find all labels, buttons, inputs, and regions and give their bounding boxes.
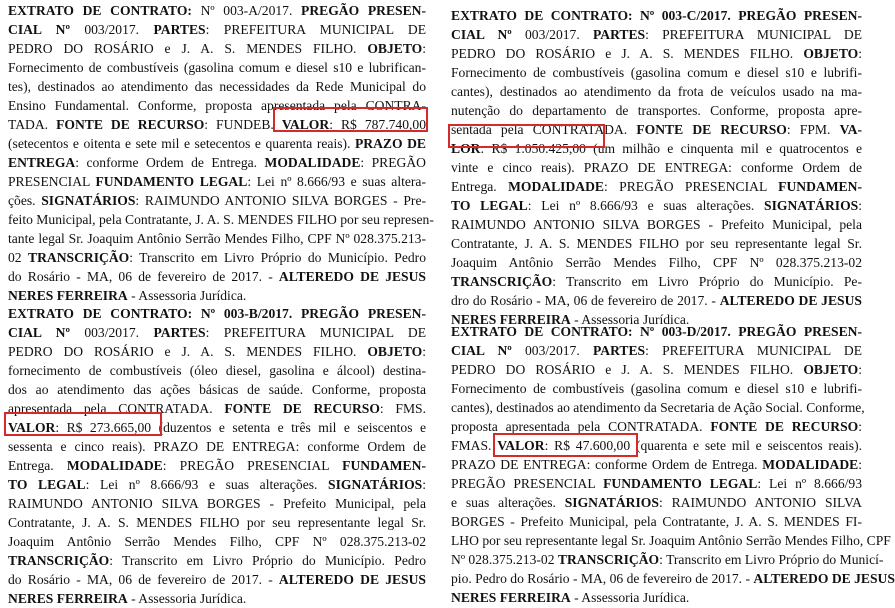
text-segment: e suas alterações.: [451, 495, 565, 510]
text-segment: PEDRO DO ROSÁRIO e J. A. S. MENDES FILHO.: [8, 41, 368, 56]
text-segment: Ensino Fundamental. Conforme, proposta apresentada pela CONTRA-: [8, 98, 426, 113]
text-segment: OBJETO: [367, 41, 423, 56]
text-segment: Contratante, J. A. S. MENDES FILHO por seu representante legal Sr.: [451, 236, 862, 251]
text-segment: : FMS.: [379, 401, 427, 416]
text-segment: do Rosário - MA, 06 de fevereiro de 2017. -: [8, 572, 279, 587]
text-segment: 003/2017.: [524, 27, 593, 42]
text-segment: : Transcrito em Livro Próprio do Município. Pedro: [109, 553, 426, 568]
text-segment: sessenta e cinco reais). PRAZO DE ENTREGA: conforme Ordem de: [8, 439, 426, 454]
text-line: [8, 418, 426, 437]
text-segment: TADA.: [8, 117, 57, 132]
text-line: [8, 456, 426, 475]
text-segment: :: [422, 41, 426, 56]
text-line: [8, 304, 426, 323]
text-segment: ALTEREDO DE JESUS: [753, 571, 895, 586]
text-segment: :: [422, 344, 426, 359]
text-segment: CIAL Nº: [8, 325, 85, 340]
text-segment: TRANSCRIÇÃO: [8, 553, 110, 568]
text-segment: do Rosário - MA, 06 de fevereiro de 2017. -: [8, 269, 279, 284]
text-segment: nutenção do departamento de transportes. Conforme, proposta apre-: [451, 103, 862, 118]
text-segment: Joaquim Antônio Serrão Mendes Filho, CPF Nº 028.375.213-02: [451, 255, 862, 270]
text-segment: EXTRATO DE CONTRATO: Nº 003-D/2017. PREGÃO PRESEN-: [451, 324, 862, 339]
text-segment: : Transcrito em Livro Próprio do Municí-: [659, 552, 884, 567]
text-segment: cantes), destinados ao atendimento da Secretaria de Ação Social. Conforme,: [451, 400, 865, 415]
text-segment: : Lei nº 8.666/93 e suas alterações.: [85, 477, 329, 492]
text-segment: : PREFEITURA MUNICIPAL DE: [645, 343, 863, 358]
text-segment: - Assessoria Jurídica.: [127, 288, 247, 303]
text-segment: VA-: [839, 122, 862, 137]
text-segment: CIAL Nº: [451, 27, 525, 42]
text-segment: - Assessoria Jurídica.: [570, 590, 690, 605]
text-line: [8, 475, 426, 494]
text-line: [451, 253, 862, 272]
text-segment: RAIMUNDO ANTONIO SILVA BORGES - Prefeito Municipal, pela: [8, 496, 426, 511]
text-segment: SIGNATÁRIOS: [328, 477, 423, 492]
text-segment: ENTREGA: [8, 155, 76, 170]
text-line: [8, 172, 426, 191]
text-segment: vinte e cinco reais). PRAZO DE ENTREGA: conforme Ordem de: [451, 160, 862, 175]
text-line: [8, 513, 426, 532]
text-segment: PARTES: [592, 27, 646, 42]
text-segment: : Transcrito em Livro Próprio do Município. Pe-: [552, 274, 862, 289]
text-line: [8, 532, 426, 551]
text-segment: :: [422, 477, 427, 492]
text-segment: PRAZO DE: [354, 136, 426, 151]
text-line: [8, 380, 426, 399]
text-segment: - Assessoria Jurídica.: [127, 591, 247, 606]
text-segment: PRAZO DE ENTREGA: conforme Ordem de Entrega.: [451, 457, 763, 472]
text-segment: FMAS.: [451, 438, 498, 453]
text-segment: ALTEREDO DE JESUS: [719, 293, 862, 308]
text-segment: FUNDAMEN-: [778, 179, 862, 194]
text-segment: ALTEREDO DE JESUS: [278, 572, 426, 587]
text-segment: FUNDAMEN-: [342, 458, 426, 473]
text-segment: Fornecimento de combustíveis (gasolina comum e diesel s10 e lubrifi-: [451, 381, 862, 396]
text-segment: : FUNDEB.: [204, 117, 282, 132]
text-segment: : conforme Ordem de Entrega.: [75, 155, 265, 170]
text-segment: TRANSCRIÇÃO: [451, 274, 553, 289]
text-segment: 02: [8, 250, 29, 265]
text-line: [451, 234, 862, 253]
text-segment: : PREFEITURA MUNICIPAL DE: [645, 27, 863, 42]
text-line: [451, 417, 862, 436]
text-segment: MODALIDADE: [762, 457, 859, 472]
text-line: [8, 115, 426, 134]
text-line: [451, 6, 862, 25]
text-segment: : PREFEITURA MUNICIPAL DE: [205, 325, 426, 340]
text-segment: - Assessoria Jurídica.: [570, 312, 690, 327]
text-line: [451, 215, 862, 234]
text-line: [451, 101, 862, 120]
text-segment: NERES FERREIRA: [451, 312, 571, 327]
text-line: [8, 191, 426, 210]
text-segment: 003/2017.: [84, 22, 154, 37]
text-segment: cantes), destinados ao atendimento da frota de veículos usado na ma-: [451, 84, 862, 99]
text-line: [8, 210, 434, 229]
text-segment: EXTRATO DE CONTRATO: Nº 003-C/2017. PREGÃO PRESEN-: [451, 8, 862, 23]
text-line: [451, 322, 862, 341]
text-segment: PREGÃO PRESEN-: [301, 3, 426, 18]
text-segment: CIAL Nº: [451, 343, 525, 358]
text-segment: tes), destinados ao atendimento das necessidades da Rede Municipal do: [8, 79, 426, 94]
text-segment: SIGNATÁRIOS: [764, 198, 859, 213]
text-line: [451, 398, 865, 417]
text-segment: Entrega.: [8, 458, 67, 473]
text-line: [8, 58, 426, 77]
text-line: [451, 512, 862, 531]
text-line: [451, 474, 862, 493]
text-segment: : PREGÃO PRESENCIAL: [603, 179, 779, 194]
text-line: [8, 20, 426, 39]
text-line: [451, 139, 862, 158]
text-segment: VALOR: [497, 438, 545, 453]
text-segment: BORGES - Prefeito Municipal, pela Contratante, J. A. S. MENDES FI-: [451, 514, 862, 529]
text-segment: MODALIDADE: [264, 155, 361, 170]
text-line: [451, 493, 862, 512]
text-segment: Nº 003-A/2017.: [200, 3, 302, 18]
text-segment: FONTE DE RECURSO: [56, 117, 205, 132]
text-segment: EXTRATO DE CONTRATO:: [8, 3, 201, 18]
text-line: [451, 82, 862, 101]
text-segment: VALOR: [281, 117, 330, 132]
text-segment: :: [858, 457, 862, 472]
text-segment: RAIMUNDO ANTONIO SILVA BORGES - Prefeito Municipal, pela: [451, 217, 862, 232]
text-segment: LHO por seu representante legal Sr. Joaquim Antônio Serrão Mendes Filho, CPF: [451, 533, 891, 548]
text-segment: : R$ 47.600,00 (quarenta e sete mil e seiscentos reais).: [544, 438, 862, 453]
text-segment: OBJETO: [803, 362, 859, 377]
text-segment: PRESENCIAL: [8, 174, 96, 189]
text-line: [451, 531, 891, 550]
text-segment: : RAIMUNDO ANTONIO SILVA: [658, 495, 862, 510]
text-line: [451, 291, 862, 310]
text-segment: OBJETO: [367, 344, 423, 359]
text-segment: apresentada pela CONTRATADA.: [8, 401, 225, 416]
text-line: [8, 437, 426, 456]
text-segment: : R$ 1.050.425,00 (um milhão e cinquenta mil e quatrocentos e: [480, 141, 862, 156]
text-segment: PEDRO DO ROSÁRIO e J. A. S. MENDES FILHO.: [8, 344, 368, 359]
text-segment: feito Municipal, pela Contratante, J. A. S. MENDES FILHO por seu represen-: [8, 212, 434, 227]
text-line: [451, 550, 884, 569]
text-segment: NERES FERREIRA: [451, 590, 571, 605]
text-segment: : Transcrito em Livro Próprio do Município. Pedro: [129, 250, 426, 265]
text-line: [451, 455, 862, 474]
text-segment: proposta apresentada pela CONTRATADA.: [451, 419, 711, 434]
text-segment: TO LEGAL: [8, 477, 86, 492]
text-line: [8, 399, 426, 418]
text-segment: fornecimento de combustíveis (óleo diesel, gasolina e álcool) destina-: [8, 363, 426, 378]
text-line: [8, 267, 426, 286]
text-segment: : RAIMUNDO ANTONIO SILVA BORGES - Pre-: [135, 193, 426, 208]
text-line: [451, 196, 862, 215]
text-segment: TO LEGAL: [451, 198, 528, 213]
text-segment: tante legal Sr. Joaquim Antônio Serrão Mendes Filho, CPF Nº 028.375.213-: [8, 231, 426, 246]
text-line: [451, 379, 862, 398]
text-line: [451, 63, 862, 82]
text-segment: : PREGÃO PRESENCIAL: [162, 458, 343, 473]
text-line: [8, 1, 426, 20]
text-segment: FONTE DE RECURSO: [224, 401, 380, 416]
text-segment: : Lei nº 8.666/93 e suas alterações.: [527, 198, 765, 213]
text-segment: dro do Rosário - MA, 06 de fevereiro de 2017. -: [451, 293, 720, 308]
text-segment: : FPM.: [786, 122, 840, 137]
text-line: [8, 134, 426, 153]
text-line: [8, 551, 426, 570]
text-line: [451, 341, 862, 360]
text-segment: 003/2017.: [84, 325, 154, 340]
text-segment: Fornecimento de combustíveis (gasolina comum e diesel s10 e lubrifi-: [451, 65, 862, 80]
text-line: [8, 248, 426, 267]
text-line: [8, 361, 426, 380]
text-segment: :: [858, 362, 862, 377]
text-segment: Nº 028.375.213-02: [451, 552, 558, 567]
text-segment: : PREGÃO: [360, 155, 426, 170]
text-segment: Joaquim Antônio Serrão Mendes Filho, CPF Nº 028.375.213-02: [8, 534, 426, 549]
text-segment: (setecentos e oitenta e sete mil e setecentos e quarenta reais).: [8, 136, 355, 151]
text-segment: : Lei nº 8.666/93 e suas altera-: [247, 174, 426, 189]
text-segment: FUNDAMENTO LEGAL: [603, 476, 758, 491]
text-segment: OBJETO: [803, 46, 859, 61]
text-line: [451, 44, 862, 63]
text-segment: PREGÃO PRESENCIAL: [451, 476, 604, 491]
text-segment: FONTE DE RECURSO: [636, 122, 787, 137]
text-segment: CIAL Nº: [8, 22, 85, 37]
text-segment: 003/2017.: [524, 343, 593, 358]
text-line: [8, 323, 426, 342]
text-line: [8, 77, 426, 96]
text-segment: FUNDAMENTO LEGAL: [95, 174, 248, 189]
text-segment: :: [858, 46, 862, 61]
text-segment: PARTES: [592, 343, 646, 358]
text-segment: NERES FERREIRA: [8, 288, 128, 303]
text-line: [451, 25, 862, 44]
text-line: [451, 177, 862, 196]
text-segment: PEDRO DO ROSÁRIO e J. A. S. MENDES FILHO.: [451, 362, 804, 377]
text-segment: MODALIDADE: [508, 179, 604, 194]
text-segment: TRANSCRIÇÃO: [557, 552, 660, 567]
text-segment: pio. Pedro do Rosário - MA, 06 de fevereiro de 2017. -: [451, 571, 754, 586]
text-segment: Entrega.: [451, 179, 509, 194]
text-segment: : PREFEITURA MUNICIPAL DE: [205, 22, 426, 37]
text-line: [451, 436, 862, 455]
text-segment: ções.: [8, 193, 42, 208]
text-segment: SIGNATÁRIOS: [564, 495, 659, 510]
text-line: [8, 286, 426, 305]
text-line: [451, 120, 862, 139]
text-segment: Fornecimento de combustíveis (gasolina comum e diesel s10 e lubrifican-: [8, 60, 426, 75]
text-segment: EXTRATO DE CONTRATO: Nº 003-B/2017. PREGÃO PRESEN-: [8, 306, 426, 321]
text-line: [8, 570, 426, 589]
text-segment: PARTES: [153, 22, 206, 37]
text-segment: FONTE DE RECURSO: [710, 419, 859, 434]
text-segment: dos ao atendimento das ações básicas de saúde. Conforme, proposta: [8, 382, 426, 397]
text-line: [8, 342, 426, 361]
text-line: [8, 589, 426, 608]
text-segment: : R$ 787.740,00: [329, 117, 427, 132]
text-segment: VALOR: [8, 420, 56, 435]
text-line: [8, 96, 426, 115]
text-segment: :: [858, 419, 862, 434]
text-segment: sentada pela CONTRATADA.: [451, 122, 637, 137]
text-segment: TRANSCRIÇÃO: [28, 250, 130, 265]
text-segment: MODALIDADE: [66, 458, 163, 473]
text-segment: Contratante, J. A. S. MENDES FILHO por seu representante legal Sr.: [8, 515, 426, 530]
text-segment: PEDRO DO ROSÁRIO e J. A. S. MENDES FILHO.: [451, 46, 804, 61]
text-line: [451, 569, 895, 588]
text-segment: : R$ 273.665,00 (duzentos e setenta e três mil e seiscentos e: [55, 420, 426, 435]
text-line: [8, 229, 426, 248]
text-line: [451, 158, 862, 177]
text-segment: :: [858, 198, 863, 213]
text-line: [451, 588, 862, 607]
text-segment: ALTEREDO DE JESUS: [278, 269, 426, 284]
text-line: [8, 153, 426, 172]
text-line: [8, 39, 426, 58]
text-segment: NERES FERREIRA: [8, 591, 128, 606]
text-line: [451, 272, 862, 291]
text-segment: PARTES: [153, 325, 206, 340]
text-segment: LOR: [451, 141, 481, 156]
text-segment: SIGNATÁRIOS: [41, 193, 136, 208]
text-line: [8, 494, 426, 513]
text-line: [451, 360, 862, 379]
text-segment: : Lei nº 8.666/93: [757, 476, 862, 491]
